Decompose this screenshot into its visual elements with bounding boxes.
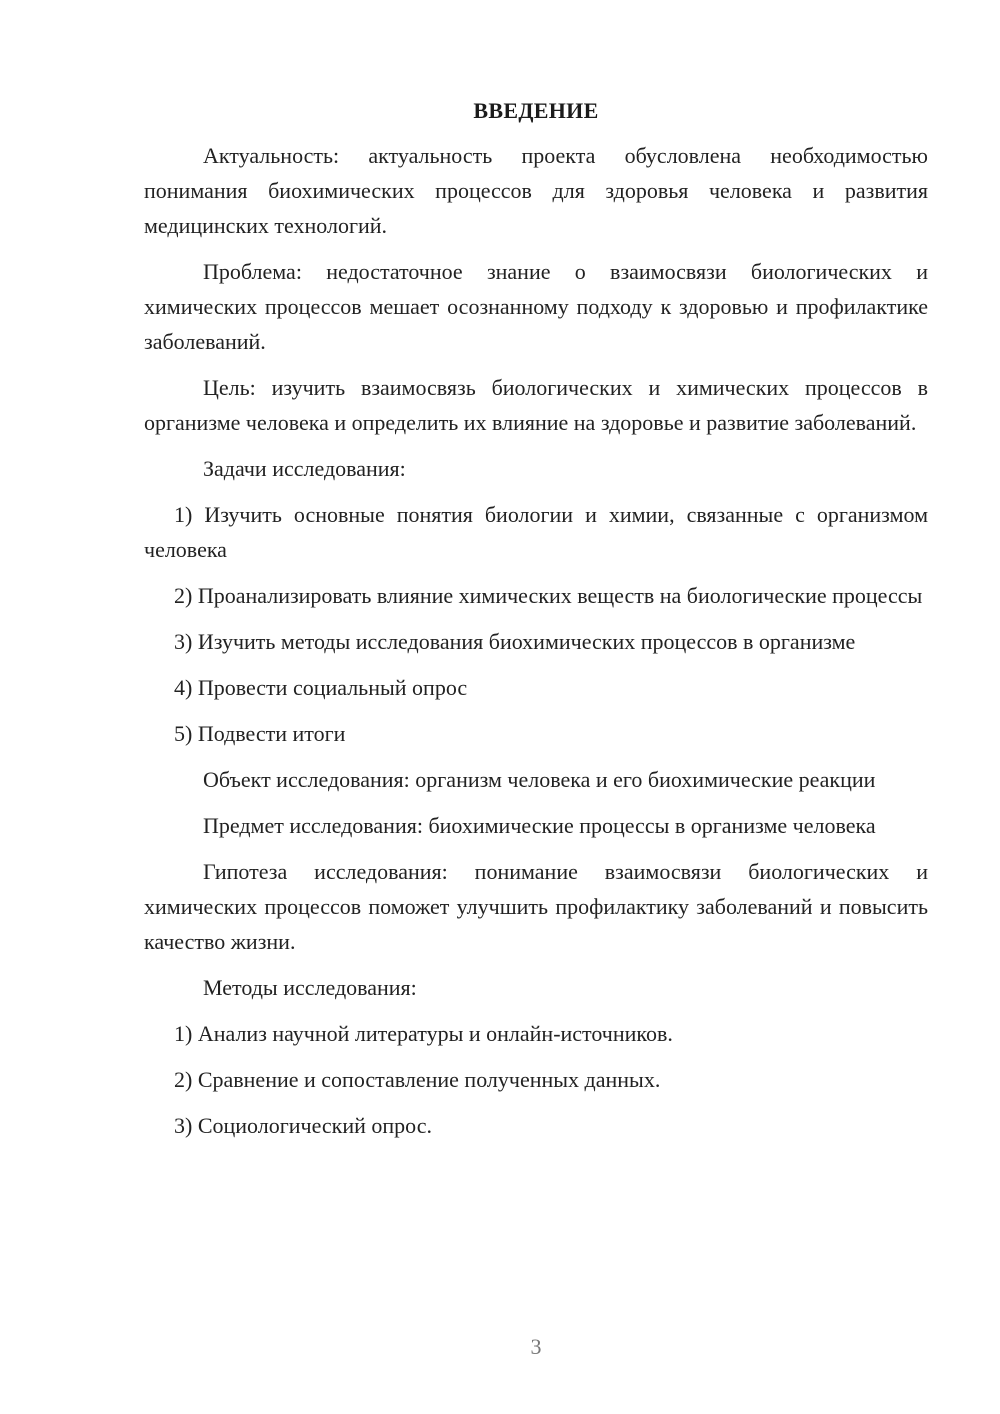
problem-paragraph: Проблема: недостаточное знание о взаимосвязи биологических и химических процессов мешает осознанному подходу к здоровью и профилактике заболеваний. xyxy=(144,259,928,354)
subject-paragraph: Предмет исследования: биохимические процессы в организме человека xyxy=(203,813,876,838)
task-item: 3) Изучить методы исследования биохимических процессов в организме xyxy=(174,629,856,654)
method-item: 1) Анализ научной литературы и онлайн-источников. xyxy=(174,1021,673,1046)
goal-paragraph: Цель: изучить взаимосвязь биологических и химических процессов в организме человека и определить их влияние на здоровье и развитие заболеваний. xyxy=(144,375,928,435)
task-item: 4) Провести социальный опрос xyxy=(174,675,468,700)
task-item: 5) Подвести итоги xyxy=(174,721,346,746)
method-item: 2) Сравнение и сопоставление полученных данных. xyxy=(174,1067,661,1092)
hypothesis-paragraph: Гипотеза исследования: понимание взаимосвязи биологических и химических процессов поможет улучшить профилактику заболеваний и повысить качество жизни. xyxy=(144,859,928,954)
methods-title: Методы исследования: xyxy=(203,975,417,1000)
page-title: ВВЕДЕНИЕ xyxy=(473,98,599,123)
document-page xyxy=(144,94,928,1154)
task-item: 2) Проанализировать влияние химических веществ на биологические процессы xyxy=(174,583,923,608)
relevance-paragraph: Актуальность: актуальность проекта обусловлена необходимостью понимания биохимических процессов для здоровья человека и развития медицинских технологий. xyxy=(144,143,928,238)
tasks-title: Задачи исследования: xyxy=(203,456,406,481)
task-item: 1) Изучить основные понятия биологии и химии, связанные с организмом человека xyxy=(144,502,928,562)
page-number: 3 xyxy=(530,1334,542,1359)
method-item: 3) Социологический опрос. xyxy=(174,1113,432,1138)
object-paragraph: Объект исследования: организм человека и его биохимические реакции xyxy=(203,767,876,792)
